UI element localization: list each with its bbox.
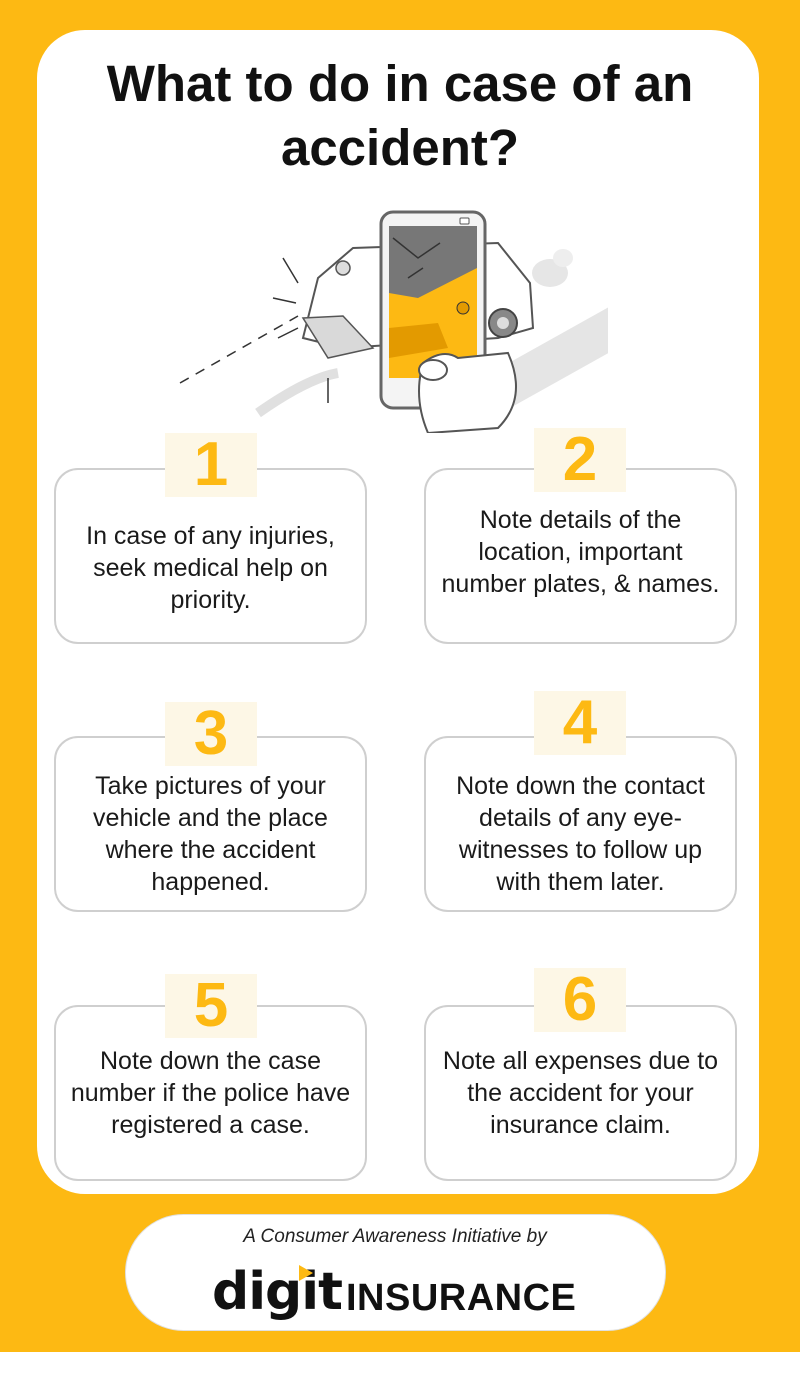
step-2-text: Note details of the location, important number plates, & names. [441, 506, 720, 598]
step-card-2 [424, 468, 737, 644]
step-6-text: Note all expenses due to the accident for your insurance claim. [442, 1047, 719, 1139]
title-line-1: What to do in case of an [106, 55, 694, 112]
step-2-number: 2 [534, 428, 626, 492]
digit-insurance-logo [212, 1262, 592, 1322]
step-4-number: 4 [534, 691, 626, 755]
title-line-2: accident? [280, 119, 520, 176]
logo-arrow-icon [299, 1265, 313, 1281]
phone-photographing-crashed-car-icon [178, 198, 608, 433]
footer-tagline: A Consumer Awareness Initiative by [243, 1226, 547, 1247]
logo-suffix: INSURANCE [346, 1277, 577, 1319]
step-4-text: Note down the contact details of any eye-witnesses to follow up with them later. [456, 772, 705, 896]
page-title [0, 52, 800, 180]
step-1-text: In case of any injuries, seek medical help on priority. [86, 522, 335, 614]
step-1-number: 1 [165, 433, 257, 497]
step-card-4 [424, 736, 737, 912]
step-3-text: Take pictures of your vehicle and the place where the accident happened. [93, 772, 328, 896]
step-6-number: 6 [534, 968, 626, 1032]
step-3-number: 3 [165, 702, 257, 766]
step-5-text: Note down the case number if the police have registered a case. [70, 1047, 351, 1139]
logo-word: digit [212, 1262, 342, 1322]
step-5-number: 5 [165, 974, 257, 1038]
